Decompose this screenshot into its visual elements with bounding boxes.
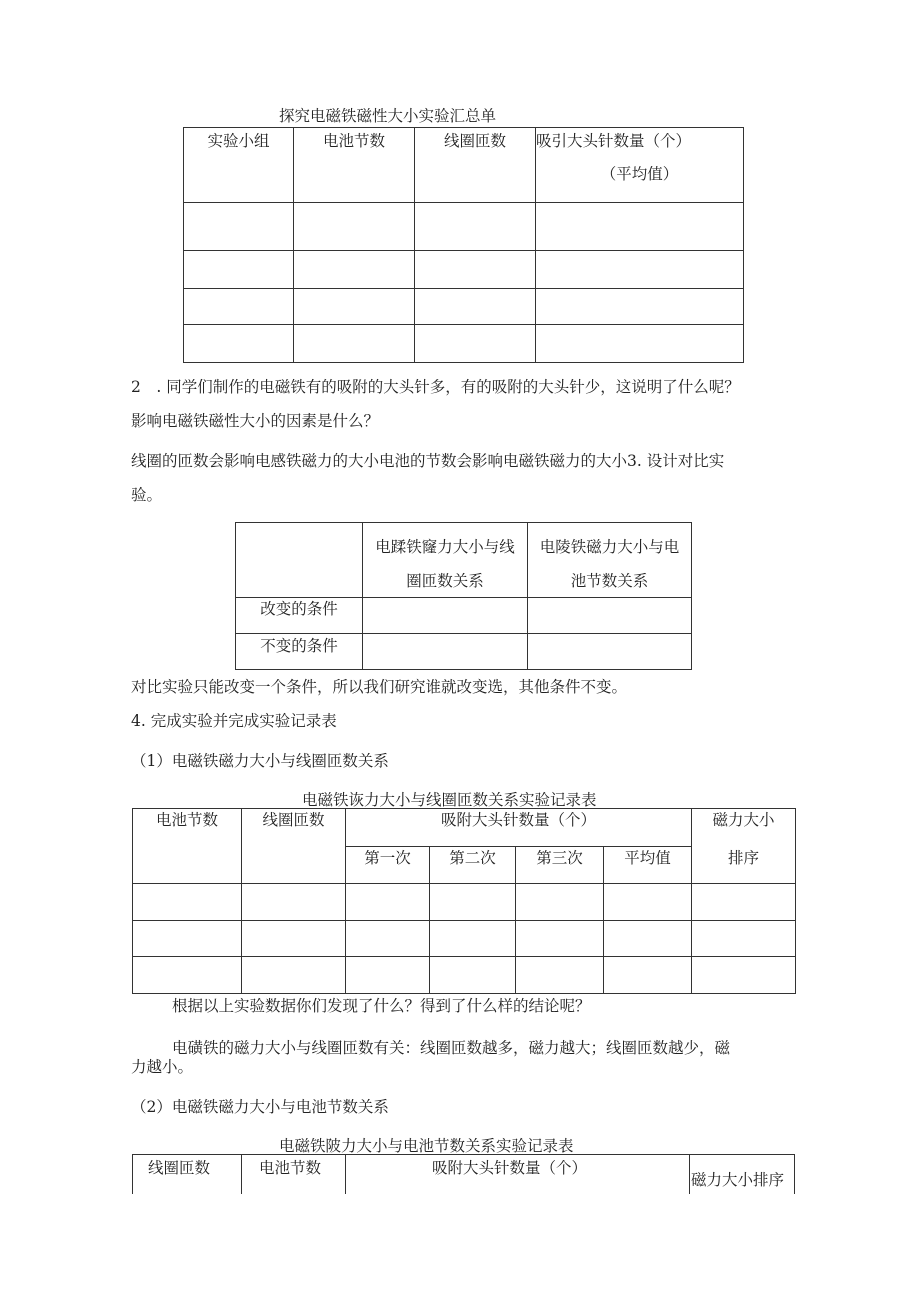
table-row xyxy=(184,289,744,325)
question-4-sub2: （2）电磁铁磁力大小与电池节数关系 xyxy=(131,1098,389,1116)
question-4-sub1: （1）电磁铁磁力大小与线圈匝数关系 xyxy=(131,752,389,770)
col-battery-relation-line1: 电陵铁磁力大小与电 xyxy=(539,538,680,556)
header-rank: 磁力大小排序 xyxy=(691,1171,785,1189)
header-group: 实验小组 xyxy=(184,128,294,203)
header-pins: 吸附大头针数量（个） xyxy=(432,1159,588,1177)
col-battery-relation xyxy=(528,523,692,598)
header-pins-sub: （平均值） xyxy=(600,165,679,183)
header-battery: 电池节数 xyxy=(294,128,415,203)
summary-table xyxy=(183,127,744,363)
header-pins-label: 吸引大头针数量（个） xyxy=(536,132,692,150)
battery-record-table xyxy=(132,1154,795,1194)
header-coil: 线圈匝数 xyxy=(242,809,346,884)
header-trial-3: 第三次 xyxy=(516,847,604,884)
row-unchanged-condition: 不变的条件 xyxy=(236,634,363,670)
header-pins: 吸附大头针数量（个） xyxy=(346,809,692,847)
answer-2-line2: 验。 xyxy=(131,486,163,504)
coil-record-table xyxy=(132,808,796,994)
header-average: 平均值 xyxy=(604,847,692,884)
header-pins xyxy=(536,128,744,203)
header-trial-2: 第二次 xyxy=(430,847,516,884)
col-coil-relation-line1: 电蹂铁窿力大小与线 xyxy=(375,538,515,556)
header-rank xyxy=(692,809,796,884)
header-rank-line2: 排序 xyxy=(728,849,760,867)
row-changed-condition: 改变的条件 xyxy=(236,598,363,634)
table-row xyxy=(184,128,744,203)
col-coil-relation xyxy=(363,523,528,598)
table4-title: 电磁铁陂力大小与电池节数关系实验记录表 xyxy=(279,1137,574,1155)
header-rank-line1: 磁力大小 xyxy=(712,811,775,829)
table-row xyxy=(133,809,796,847)
table-row xyxy=(133,884,796,921)
table-row xyxy=(133,957,796,994)
header-coil: 线圈匝数 xyxy=(415,128,536,203)
table1-title: 探究电磁铁磁性大小实验汇总单 xyxy=(279,107,497,125)
table-row xyxy=(184,251,744,289)
comparison-note: 对比实验只能改变一个条件，所以我们研究谁就改变选，其他条件不变。 xyxy=(131,678,628,696)
finding-answer-line2: 力越小。 xyxy=(131,1058,194,1076)
question-2-line2: 影响电磁铁磁性大小的因素是什么？ xyxy=(131,412,380,430)
question-4-title: 4. 完成实验并完成实验记录表 xyxy=(131,712,337,730)
header-battery: 电池节数 xyxy=(133,809,242,884)
table-row xyxy=(236,598,692,634)
comparison-table xyxy=(235,522,692,670)
answer-2-line1: 线圈的匝数会影响电感铁磁力的大小电池的节数会影响电磁铁磁力的大小3. 设计对比实 xyxy=(131,452,725,470)
table3-title: 电磁铁诙力大小与线圈匝数关系实验记录表 xyxy=(302,791,597,809)
table-row xyxy=(133,921,796,957)
finding-question: 根据以上实验数据你们发现了什么？得到了什么样的结论呢？ xyxy=(172,997,591,1015)
header-trial-1: 第一次 xyxy=(346,847,430,884)
question-2-line1: 2 . 同学们制作的电磁铁有的吸附的大头针多，有的吸附的大头针少，这说明了什么呢？ xyxy=(131,378,740,396)
header-coil: 线圈匝数 xyxy=(148,1159,211,1177)
table-row xyxy=(236,523,692,598)
table-row xyxy=(184,203,744,251)
col-battery-relation-line2: 池节数关系 xyxy=(570,572,649,590)
table-row xyxy=(184,325,744,363)
header-battery: 电池节数 xyxy=(259,1159,322,1177)
finding-answer-line1: 电磺铁的磁力大小与线圈匝数有关：线圈匝数越多，磁力越大；线圈匝数越少，磁 xyxy=(172,1039,731,1057)
col-coil-relation-line2: 圈匝数关系 xyxy=(406,572,484,590)
table-row xyxy=(236,634,692,670)
